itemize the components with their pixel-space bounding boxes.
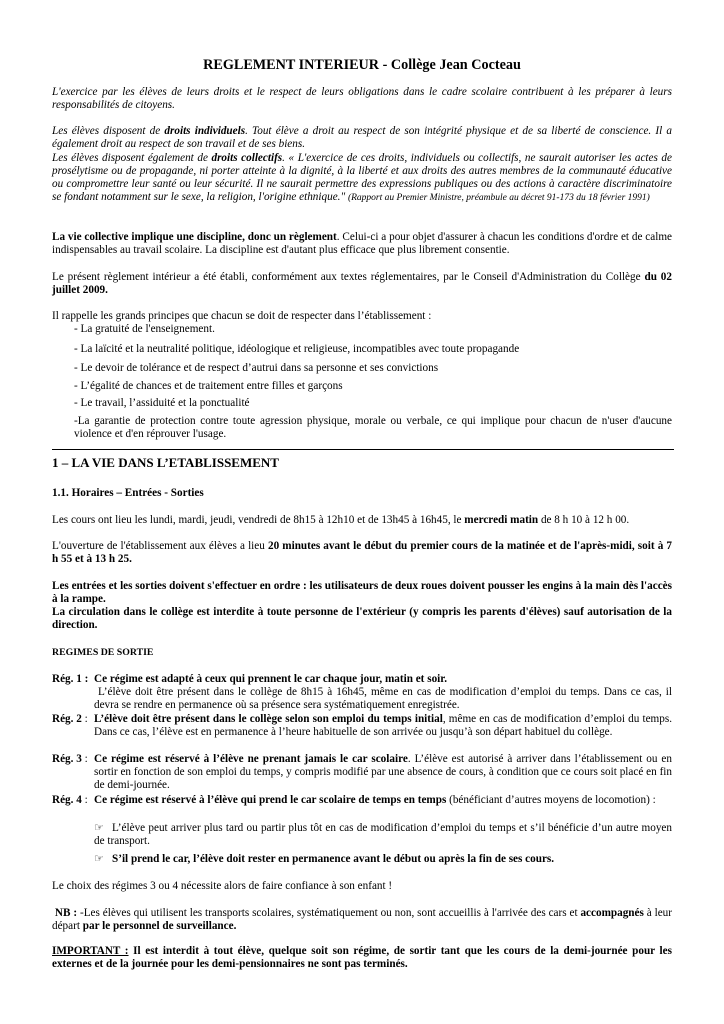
regime-label: Rég. 2 bbox=[52, 713, 82, 725]
pointing-hand-icon: ☞ bbox=[94, 853, 105, 865]
nb-label: NB : bbox=[54, 907, 78, 919]
regime-1 bbox=[52, 673, 672, 712]
regime-2: Rég. 2 : L’élève doit être présent dans le collège selon son emploi du temps initial, même en cas de modification d’emploi du temps. Dans ce cas, l’élève est en permanence à l’heure habituelle de son arrivée ou jusqu’à son départ habituel du collège. bbox=[52, 713, 672, 738]
adoption-date: du 02 juillet 2009. bbox=[52, 271, 672, 296]
circulation-paragraph: La circulation dans le collège est interdite à toute personne de l'extérieur (y compris les parents d'élèves) sauf autorisation de la direction. bbox=[52, 606, 672, 631]
section-heading: 1 – LA VIE DANS L’ETABLISSEMENT bbox=[52, 455, 279, 470]
principle-item: - La gratuité de l'enseignement. bbox=[74, 323, 215, 335]
entries-paragraph: Les entrées et les sorties doivent s'effectuer en ordre : les utilisateurs de deux roues doivent pousser les engins à la main dès l'accès à la rampe. bbox=[52, 580, 672, 605]
regime-1-summary: Ce régime est adapté à ceux qui prennent le car chaque jour, matin et soir. bbox=[94, 673, 447, 685]
decree-reference: (Rapport au Premier Ministre, préambule au décret 91-173 du 18 février 1991) bbox=[347, 193, 650, 203]
individual-rights-term: droits individuels bbox=[164, 125, 246, 137]
regime-label: Rég. 1 : bbox=[52, 673, 89, 685]
nb-note: NB : -Les élèves qui utilisent les transports scolaires, systématiquement ou non, sont accueillis à l'arrivée des cars et accompagnés à leur départ par le personnel de surveillance. bbox=[52, 907, 672, 932]
discipline-paragraph: La vie collective implique une discipline, donc un règlement. Celui-ci a pour objet d'assurer à chacun les conditions d'ordre et de calme indispensables au travail scolaire. La discipline est d'autant plus efficace que plus librement consentie. bbox=[52, 231, 672, 256]
collective-rights-term: droits collectifs bbox=[211, 152, 283, 164]
intro-paragraph: L'exercice par les élèves de leurs droits et le respect de leurs obligations dans le cadre scolaire contribuent à les préparer à leurs responsabilités de citoyens. bbox=[52, 86, 672, 111]
important-label: IMPORTANT : bbox=[52, 945, 129, 957]
regime-4-bullet: ☞ L’élève peut arriver plus tard ou partir plus tôt en cas de modification d’emploi du temps et s’il bénéficie d’un autre moyen de transport. bbox=[94, 822, 672, 847]
principle-item: - La laïcité et la neutralité politique, idéologique et religieuse, incompatibles avec toute propagande bbox=[74, 343, 520, 355]
choice-note: Le choix des régimes 3 ou 4 nécessite alors de faire confiance à son enfant ! bbox=[52, 880, 393, 892]
principles-intro: Il rappelle les grands principes que chacun se doit de respecter dans l’établissement : bbox=[52, 310, 432, 322]
principle-item: - Le travail, l’assiduité et la ponctualité bbox=[74, 397, 250, 409]
regime-4: Rég. 4 : Ce régime est réservé à l’élève qui prend le car scolaire de temps en temps (bénéficiant d’autres moyens de locomotion) : bbox=[52, 794, 656, 806]
section-divider bbox=[52, 449, 674, 450]
regime-1-text: L’élève doit être présent dans le collège de 8h15 à 16h45, même en cas de modification d’emploi du temps. Dans ce cas, il devra se rendre en permanence où sa présence sera systématiquement enregistrée. bbox=[94, 686, 672, 711]
regimes-heading: REGIMES DE SORTIE bbox=[52, 647, 154, 658]
adoption-paragraph: Le présent règlement intérieur a été établi, conformément aux textes réglementaires, par le Conseil d'Administration du Collège du 02 juillet 2009. bbox=[52, 271, 672, 296]
pointing-hand-icon: ☞ bbox=[94, 822, 105, 834]
regime-label: Rég. 4 bbox=[52, 794, 82, 806]
opening-paragraph: L'ouverture de l'établissement aux élèves a lieu 20 minutes avant le début du premier cours de la matinée et de l'après-midi, soit à 7 h 55 et à 13 h 25. bbox=[52, 540, 672, 565]
important-note: IMPORTANT : Il est interdit à tout élève, quelque soit son régime, de sortir tant que les cours de la demi-journée pour les externes et de la journée pour les demi-pensionnaires ne sont pas terminés. bbox=[52, 945, 672, 970]
regime-label: Rég. 3 bbox=[52, 753, 82, 765]
principle-item: - L’égalité de chances et de traitement entre filles et garçons bbox=[74, 380, 343, 392]
hours-paragraph: Les cours ont lieu les lundi, mardi, jeudi, vendredi de 8h15 à 12h10 et de 13h45 à 16h45, le mercredi matin de 8 h 10 à 12 h 00. bbox=[52, 514, 630, 526]
principle-item: - Le devoir de tolérance et de respect d’autrui dans sa personne et ses convictions bbox=[74, 362, 439, 374]
page-title: REGLEMENT INTERIEUR - Collège Jean Cocteau bbox=[203, 57, 521, 73]
regime-4-bullet: ☞ S’il prend le car, l’élève doit rester en permanence avant le début ou après la fin de ses cours. bbox=[94, 853, 555, 865]
regime-3: Rég. 3 : Ce régime est réservé à l’élève ne prenant jamais le car scolaire. L’élève est autorisé à arriver dans l’établissement ou en sortir en fonction de son emploi du temps, y compris modifié par une absence de cours, à condition que ce cours soit placé en fin de demi-journée. bbox=[52, 753, 672, 791]
subsection-heading: 1.1. Horaires – Entrées - Sorties bbox=[52, 487, 204, 499]
collective-rights-paragraph: Les élèves disposent également de droits collectifs. « L'exercice de ces droits, individuels ou collectifs, ne saurait autoriser les actes de prosélytisme ou de propagande, ni porter atteinte à la dignité, à la liberté et aux droits des autres membres de la communauté éducative ou compromettre leur santé ou leur sécurité. Il ne saurait permettre des expressions publiques ou des actions à caractère discriminatoire se fondant notamment sur le sexe, la religion, l'origine ethnique." (Rapport au Premier Ministre, préambule au décret 91-173 du 18 février 1991) bbox=[52, 152, 672, 203]
individual-rights-paragraph: Les élèves disposent de droits individuels. Tout élève a droit au respect de son intégrité physique et de sa liberté de conscience. Il a également droit au respect de son travail et de ses biens. bbox=[52, 125, 673, 150]
principle-item: -La garantie de protection contre toute agression physique, morale ou verbale, ce qui implique pour chacun de n'user d'aucune violence et d'en réprouver l'usage. bbox=[74, 415, 672, 440]
